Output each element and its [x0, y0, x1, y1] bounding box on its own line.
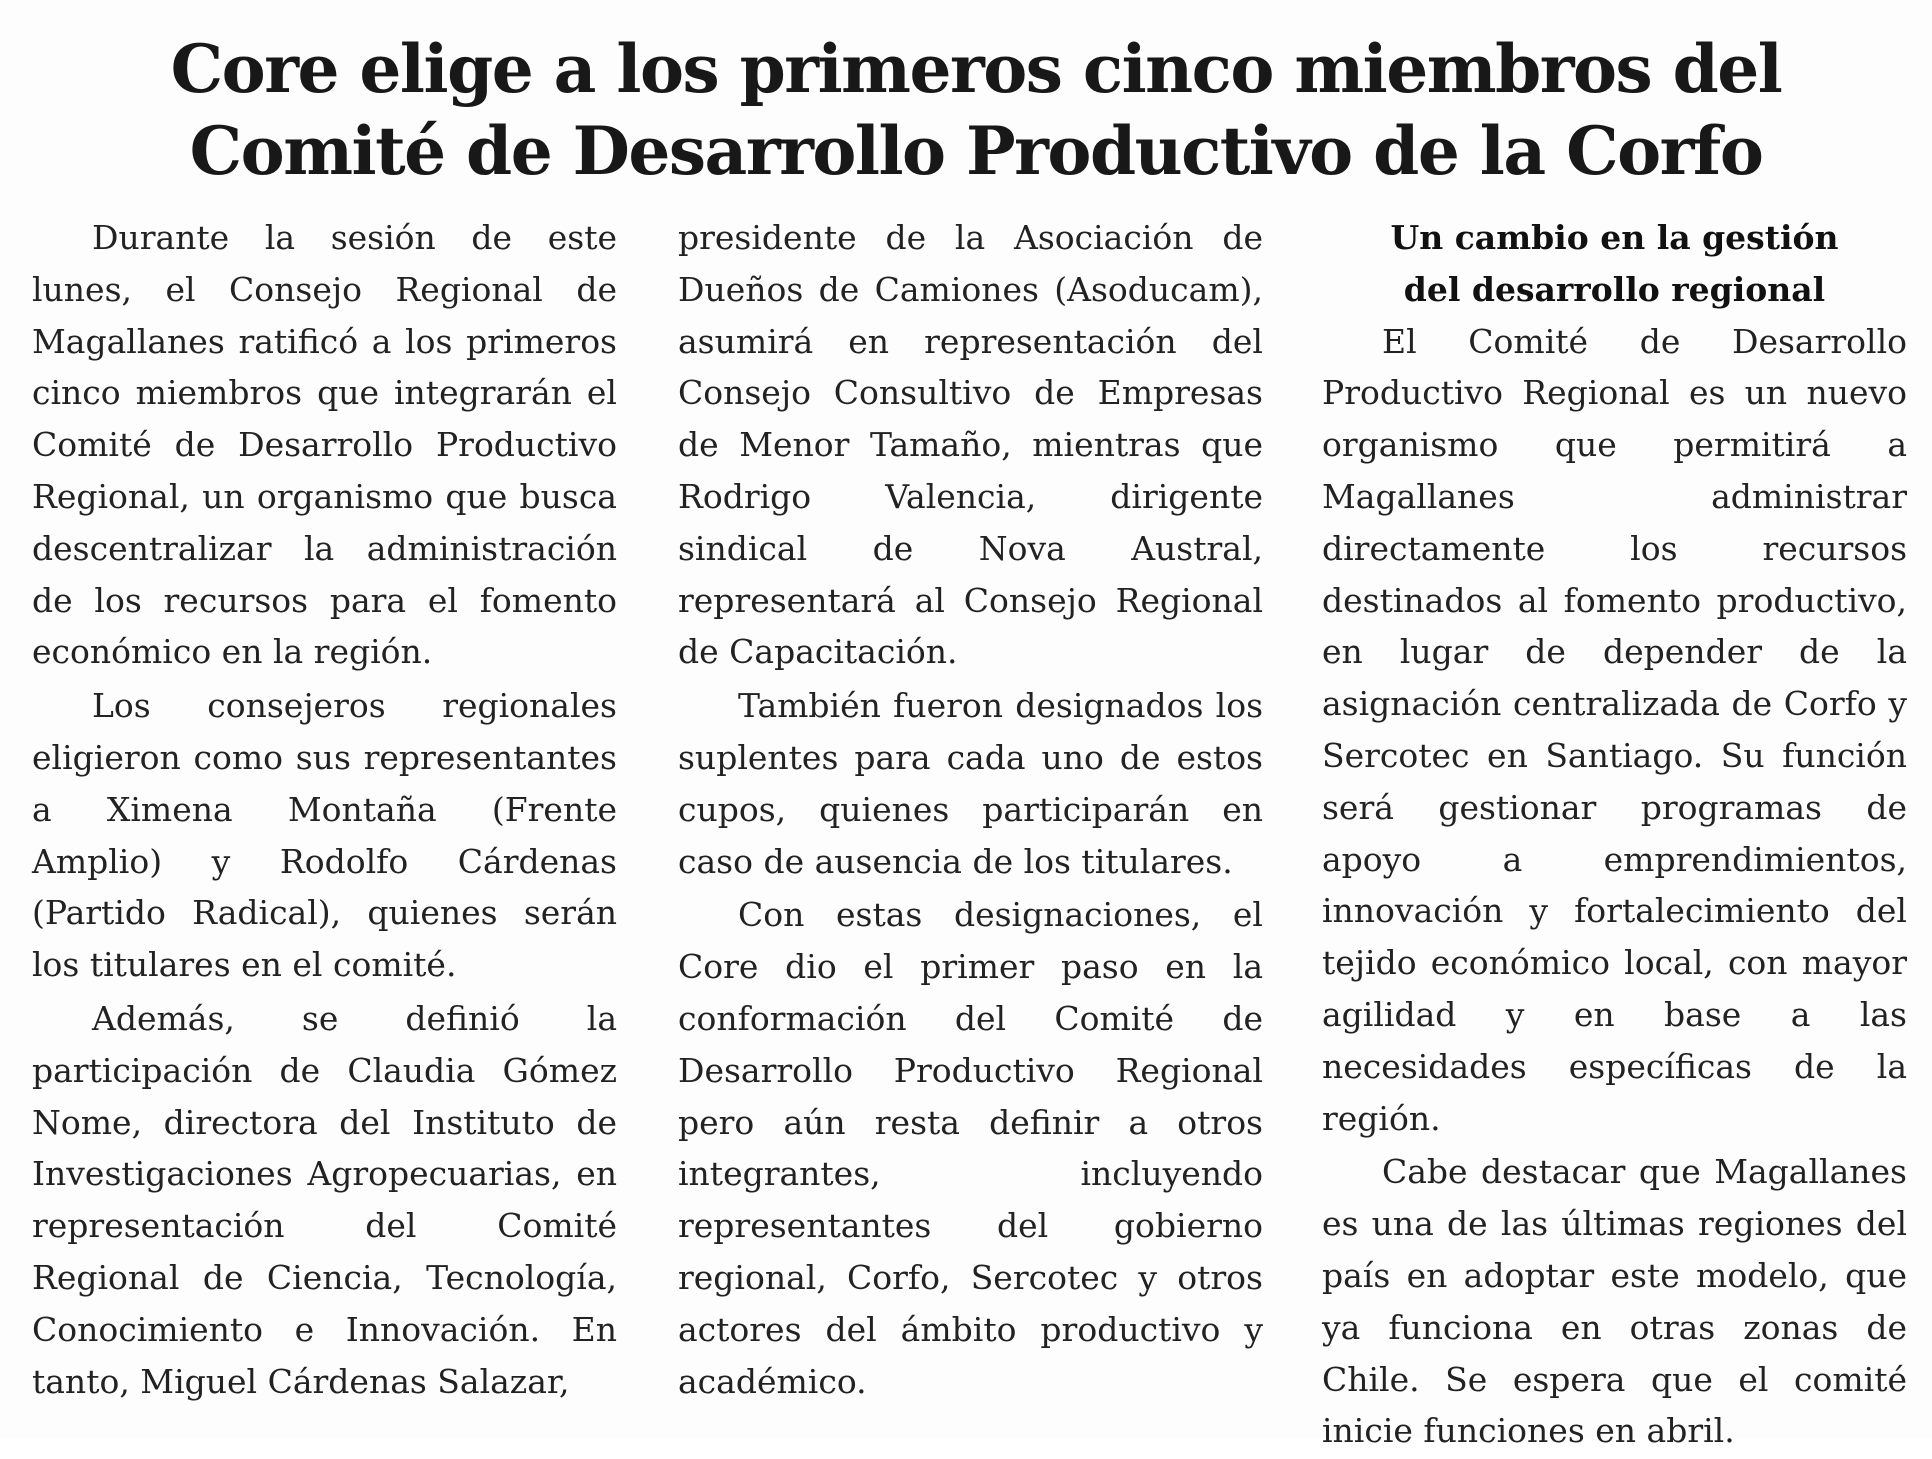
- paragraph: Los consejeros regionales eligieron como sus representantes a Ximena Montaña (Frente Amplio) y Rodolfo Cárdenas (Partido Radical), quienes serán los titulares en el comité.: [32, 686, 617, 985]
- subheading-line-1: Un cambio en la gestión: [1390, 218, 1839, 257]
- paragraph-continued: presidente de la Asociación de Dueños de Camiones (Asoducam), asumirá en representación del Consejo Consultivo de Empresas de Menor Tamaño, mientras que Rodrigo Valencia, dirigente sindical de Nova Austral, representará al Consejo Regional de Capacitación.: [678, 218, 1263, 672]
- paragraph: Cabe destacar que Magallanes es una de las últimas regiones del país en adoptar este modelo, que ya funciona en otras zonas de Chile. Se espera que el comité inicie funciones en abril.: [1322, 1152, 1907, 1451]
- paragraph: Con estas designaciones, el Core dio el primer paso en la conformación del Comité de Desarrollo Productivo Regional pero aún resta definir a otros integrantes, incluyendo representantes del gobierno regional, Corfo, Sercotec y otros actores del ámbito productivo y académico.: [678, 895, 1263, 1401]
- article-column-1: [32, 212, 617, 1409]
- subheading-line-2: del desarrollo regional: [1403, 269, 1826, 309]
- paragraph: Durante la sesión de este lunes, el Consejo Regional de Magallanes ratificó a los primeros cinco miembros que integrarán el Comité de Desarrollo Productivo Regional, un organismo que busca descentralizar la administración de los recursos para el fomento económico en la región.: [32, 218, 617, 672]
- paragraph: Además, se definió la participación de Claudia Gómez Nome, directora del Instituto de Investigaciones Agropecuarias, en representación del Comité Regional de Ciencia, Tecnología, Conocimiento e Innovación. En tanto, Miguel Cárdenas Salazar,: [32, 998, 617, 1401]
- article-column-2: [678, 212, 1263, 1409]
- headline-line-1: Core elige a los primeros cinco miembros del: [170, 30, 1782, 108]
- article-column-3: [1322, 212, 1907, 1459]
- paragraph: También fueron designados los suplentes para cada uno de estos cupos, quienes participarán en caso de ausencia de los titulares.: [678, 686, 1263, 881]
- headline: [60, 28, 1892, 192]
- sidebar-subheading: [1322, 212, 1907, 316]
- paragraph: El Comité de Desarrollo Productivo Regional es un nuevo organismo que permitirá a Magallanes administrar directamente los recursos destinados al fomento productivo, en lugar de depender de la asignación centralizada de Corfo y Sercotec en Santiago. Su función será gestionar programas de apoyo a emprendimientos, innovación y fortalecimiento del tejido económico local, con mayor agilidad y en base a las necesidades específicas de la región.: [1322, 321, 1907, 1138]
- headline-line-2: Comité de Desarrollo Productivo de la Corfo: [189, 112, 1763, 190]
